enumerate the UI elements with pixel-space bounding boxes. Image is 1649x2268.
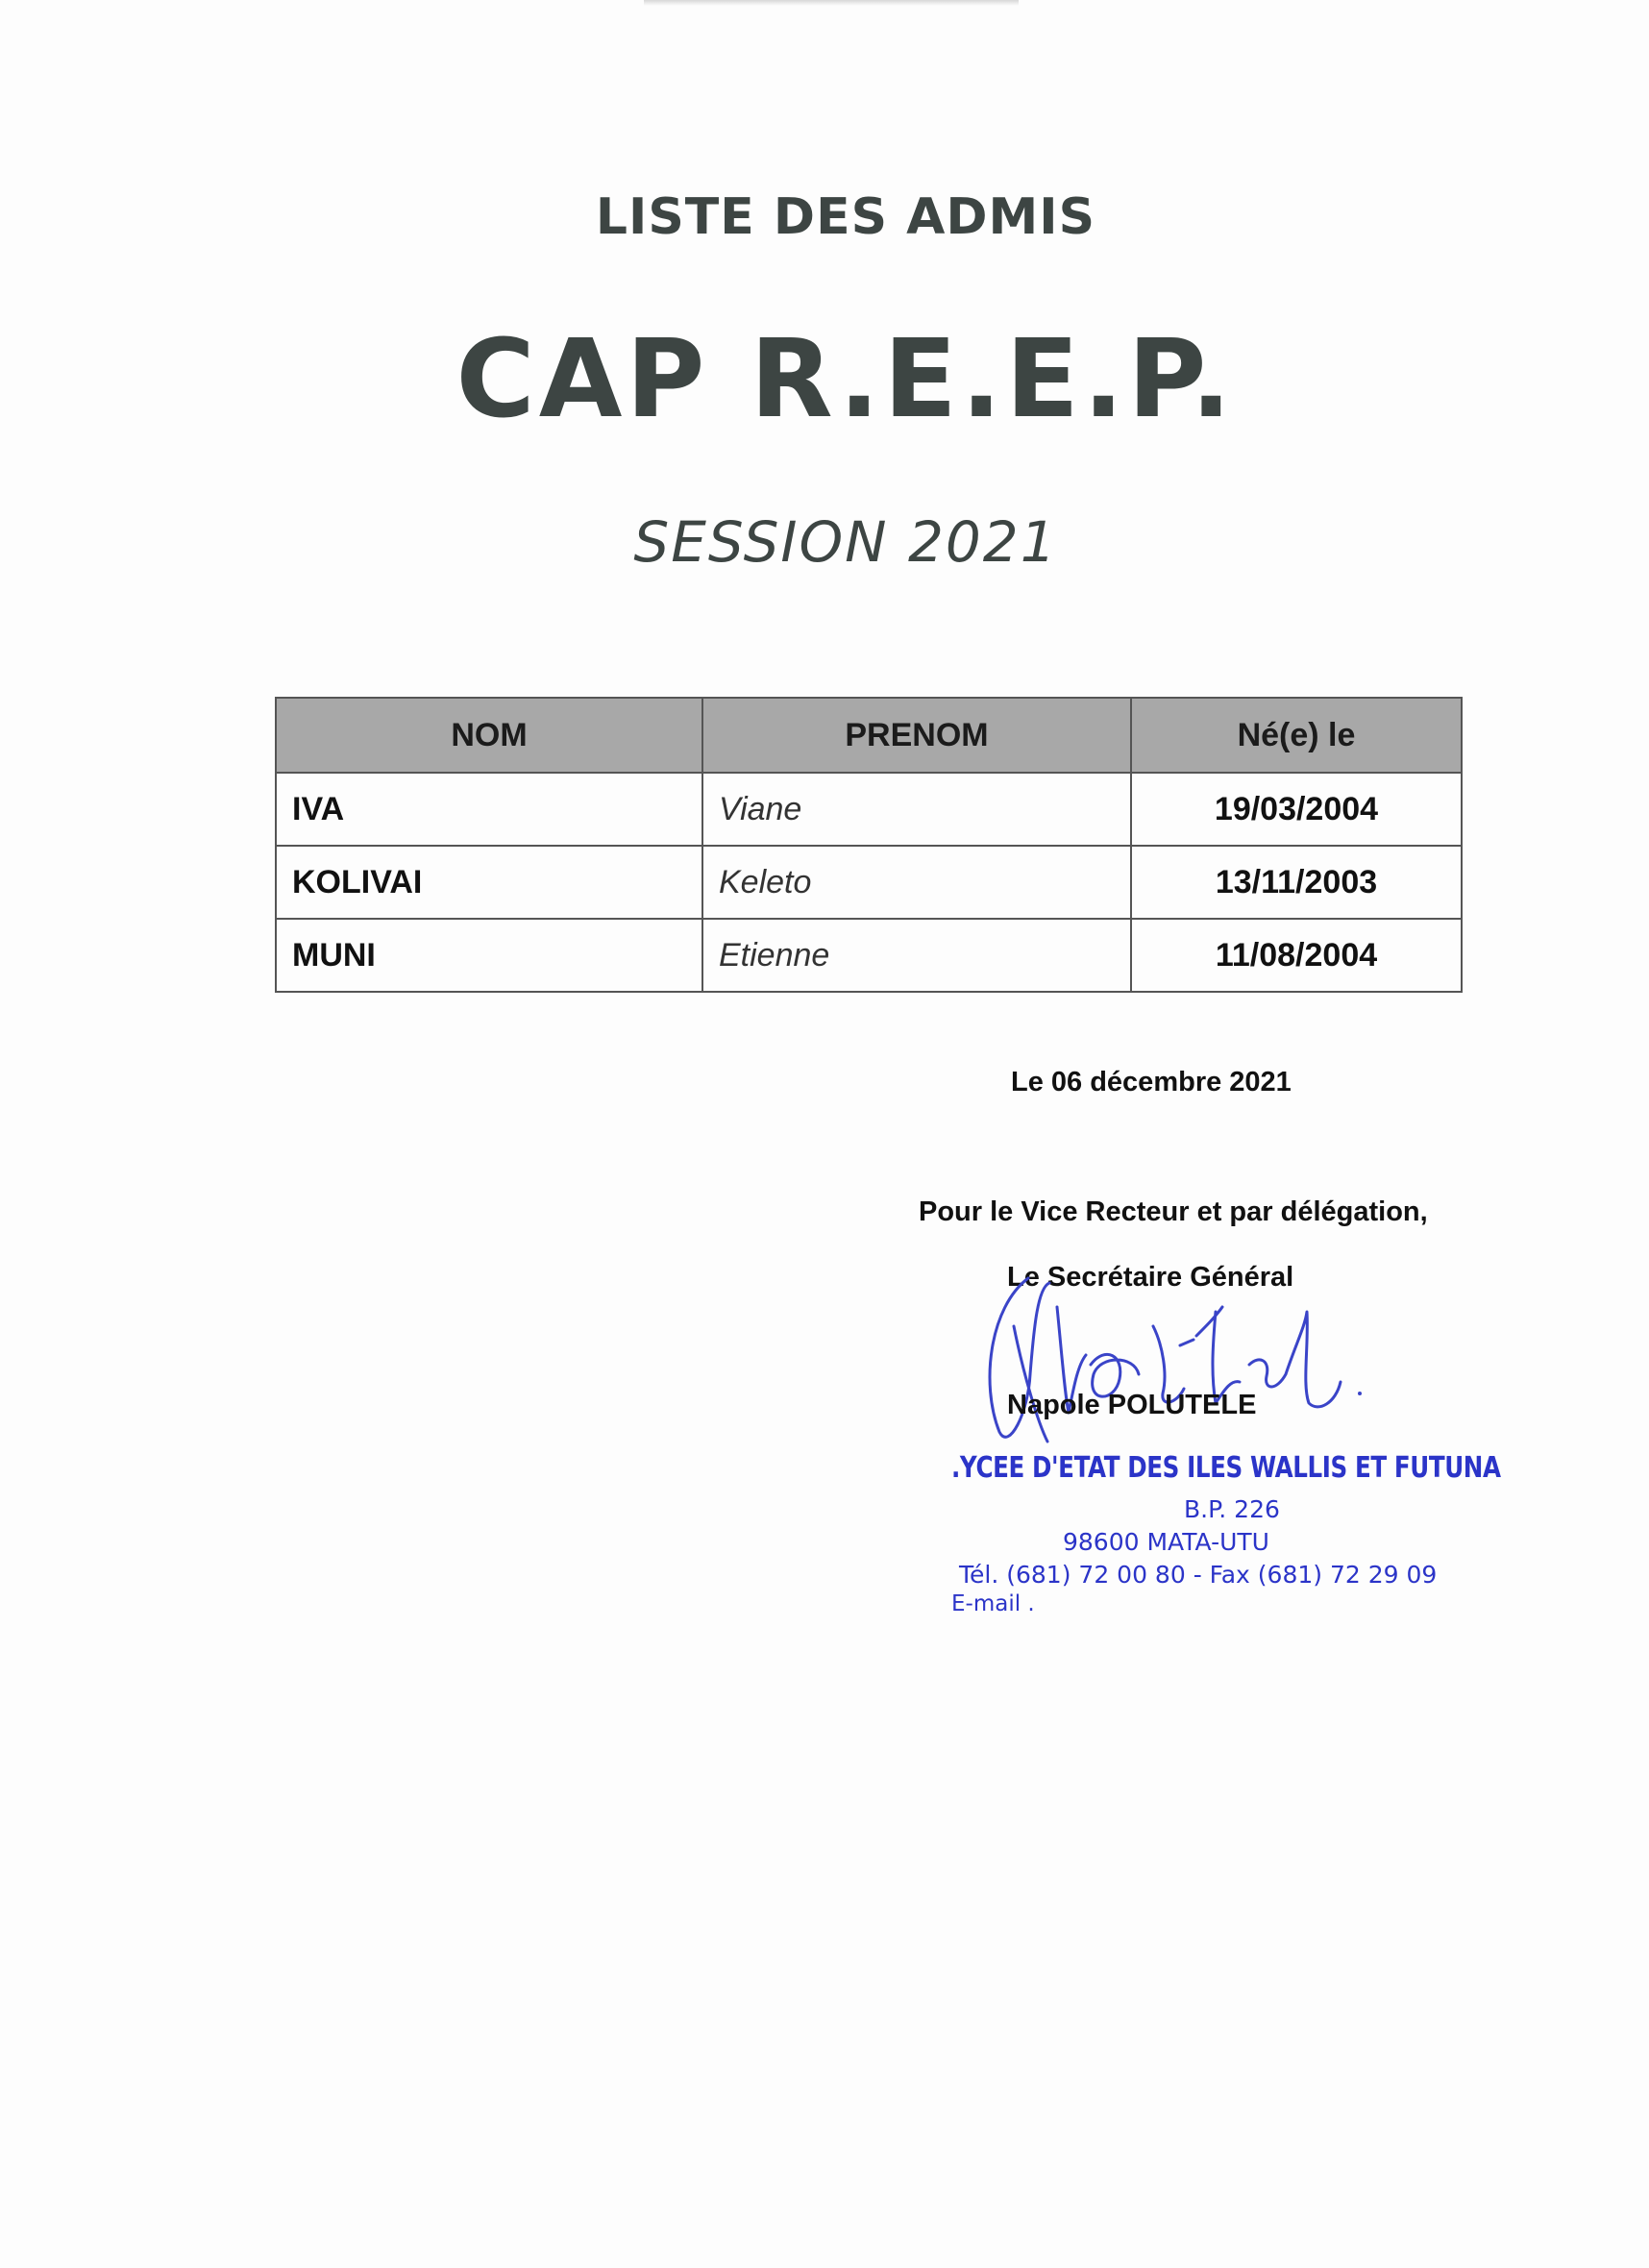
header-birthdate: Né(e) le xyxy=(1131,698,1462,773)
stamp-phone: Tél. (681) 72 00 80 - Fax (681) 72 29 09 xyxy=(959,1561,1438,1589)
session-title: SESSION 2021 xyxy=(633,509,1058,575)
cell-nom: MUNI xyxy=(276,919,702,992)
stamp-email: E-mail . xyxy=(951,1591,1035,1616)
stamp-institution: .YCEE D'ETAT DES ILES WALLIS ET FUTUNA xyxy=(951,1451,1501,1485)
delegation-line: Pour le Vice Recteur et par délégation, xyxy=(919,1196,1428,1227)
scan-edge xyxy=(644,0,1019,6)
admis-table xyxy=(275,697,1463,993)
signatory-role: Le Secrétaire Général xyxy=(1007,1262,1294,1293)
cell-prenom: Viane xyxy=(702,773,1131,846)
document-date: Le 06 décembre 2021 xyxy=(1011,1067,1292,1097)
table-row xyxy=(276,773,1462,846)
cell-prenom: Keleto xyxy=(702,846,1131,919)
table-header-row xyxy=(276,698,1462,773)
signatory-name: Napole POLUTELE xyxy=(1007,1390,1257,1420)
cell-nom: KOLIVAI xyxy=(276,846,702,919)
cell-birthdate: 11/08/2004 xyxy=(1131,919,1462,992)
cell-birthdate: 13/11/2003 xyxy=(1131,846,1462,919)
table-row xyxy=(276,919,1462,992)
handwritten-signature xyxy=(971,1269,1374,1461)
header-nom: NOM xyxy=(276,698,702,773)
stamp-po-box: B.P. 226 xyxy=(1184,1495,1280,1523)
stamp-city: 98600 MATA-UTU xyxy=(1063,1528,1269,1556)
cell-birthdate: 19/03/2004 xyxy=(1131,773,1462,846)
table-row xyxy=(276,846,1462,919)
cell-nom: IVA xyxy=(276,773,702,846)
cell-prenom: Etienne xyxy=(702,919,1131,992)
header-prenom: PRENOM xyxy=(702,698,1131,773)
list-title: LISTE DES ADMIS xyxy=(595,188,1096,246)
exam-title: CAP R.E.E.P. xyxy=(455,317,1236,442)
